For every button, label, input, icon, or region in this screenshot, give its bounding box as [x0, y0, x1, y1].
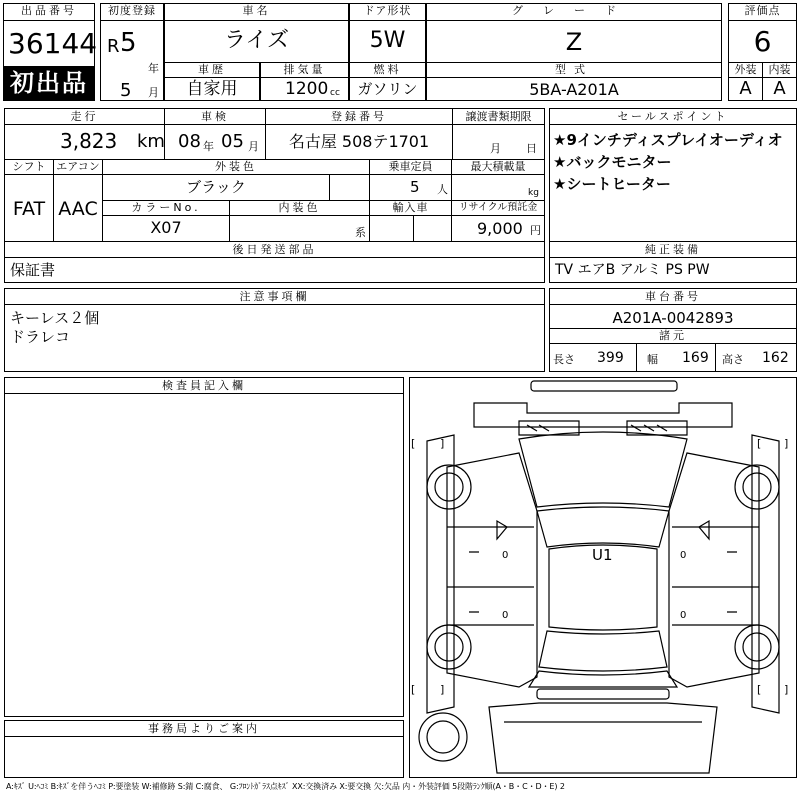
spec-height: 162 — [762, 350, 789, 366]
model: 5BA-A201A — [529, 80, 619, 99]
chassis-number: A201A-0042893 — [612, 309, 734, 327]
later-parts: 保証書 — [10, 261, 56, 279]
transfer-label: 譲渡書類期限 — [452, 108, 545, 125]
recycle: 9,000 — [477, 219, 523, 238]
office-label: 事務局よりご案内 — [4, 720, 404, 737]
door-label: ドア形状 — [349, 3, 426, 21]
month-unit: 月 — [148, 86, 159, 99]
first-reg-year: 5 — [120, 28, 137, 58]
reg-no: 名古屋 508テ1701 — [288, 132, 430, 151]
inspection-label: 車検 — [164, 108, 266, 125]
interior-grade: A — [773, 78, 786, 99]
ac: AAC — [58, 198, 98, 220]
sales-item: ★バックモニター — [553, 153, 672, 171]
door-mark: 0 — [502, 550, 509, 561]
insp-year-unit: 年 — [203, 140, 214, 153]
mileage: 3,823 — [60, 129, 118, 153]
import-cell — [369, 215, 414, 242]
reg-no-label: 登録番号 — [265, 108, 453, 125]
spec-width-label: 幅 — [647, 353, 658, 366]
grade: Z — [565, 28, 583, 56]
era: R — [107, 36, 120, 57]
bracket-close: ] — [440, 437, 445, 450]
shift-label: シフト — [4, 159, 54, 175]
color-no-label: カラーNo. — [102, 200, 230, 216]
spec-height-label: 高さ — [722, 353, 744, 366]
load-label: 最大積載量 — [451, 159, 545, 175]
history-label: 車歴 — [164, 62, 260, 78]
import-label: 輸入車 — [369, 200, 452, 216]
displacement-label: 排気量 — [260, 62, 349, 78]
later-parts-label: 後日発送部品 — [4, 241, 545, 258]
history: 自家用 — [186, 79, 238, 99]
displacement: 1200 — [285, 79, 329, 99]
chassis-label: 車台番号 — [549, 288, 797, 305]
fuel-label: 燃料 — [349, 62, 426, 78]
capacity-label: 乗車定員 — [369, 159, 452, 175]
car-name: ライズ — [223, 28, 290, 53]
recycle-unit: 円 — [530, 224, 541, 237]
mileage-unit: km — [137, 131, 165, 152]
door-mark: 0 — [680, 550, 687, 561]
exterior-label: 外装 — [728, 62, 763, 78]
sales-item: ★9インチディスプレイオーディオ — [553, 131, 783, 149]
capacity: 5 — [410, 178, 420, 196]
mileage-label: 走行 — [4, 108, 165, 125]
import-cell-2 — [413, 215, 452, 242]
shift: FAT — [12, 198, 46, 220]
first-listing-badge: 初出品 — [4, 66, 94, 100]
notes-label: 注意事項欄 — [4, 288, 545, 305]
year-unit: 年 — [148, 62, 159, 75]
door-type: 5W — [369, 28, 406, 53]
sales-label: セールスポイント — [549, 108, 797, 125]
specs-label: 諸元 — [549, 328, 797, 344]
damage-mark-u1: U1 — [592, 546, 613, 564]
fuel: ガソリン — [357, 80, 418, 98]
bracket-open: [ — [757, 683, 762, 696]
int-color-label: 内装色 — [229, 200, 370, 216]
int-color-unit: 系 — [355, 226, 366, 239]
note-line: キーレス２個 — [10, 309, 100, 327]
equipment: TV エアB アルミ PS PW — [555, 262, 710, 278]
interior-label: 内装 — [762, 62, 797, 78]
door-mark: 0 — [680, 610, 687, 621]
inspector-label: 検査員記入欄 — [4, 377, 404, 394]
lot-label: 出品番号 — [3, 3, 95, 21]
bracket-close: ] — [784, 683, 789, 696]
color-label: 外装色 — [102, 159, 370, 175]
capacity-unit: 人 — [437, 183, 448, 196]
transfer-day-unit: 日 — [526, 142, 537, 155]
lot-number: 36144 — [8, 27, 98, 60]
int-color-cell — [229, 215, 370, 242]
score-label: 評価点 — [728, 3, 797, 21]
load-unit: kg — [528, 188, 539, 198]
insp-month: 05 — [221, 131, 244, 152]
door-mark: 0 — [502, 610, 509, 621]
sales-item: ★シートヒーター — [553, 175, 671, 193]
displacement-unit: cc — [330, 88, 340, 98]
spec-length-label: 長さ — [553, 353, 575, 366]
car-name-label: 車名 — [164, 3, 349, 21]
bracket-open: [ — [411, 683, 416, 696]
color-no: X07 — [150, 218, 182, 237]
car-diagram — [409, 377, 797, 778]
spec-length: 399 — [597, 350, 624, 366]
bracket-close: ] — [784, 437, 789, 450]
bracket-open: [ — [757, 437, 762, 450]
exterior-grade: A — [739, 78, 752, 99]
bracket-close: ] — [440, 683, 445, 696]
color-extra-cell — [329, 174, 370, 201]
model-label: 型式 — [426, 62, 722, 78]
legend: A:ｷｽﾞ U:ﾍｺﾐ B:ｷｽﾞを伴うﾍｺﾐ P:要塗装 W:補修跡 S:錆 C:腐食、 G:ﾌﾛﾝﾄｶﾞﾗｽ点ｷｽﾞ XX:交換済み X:要交換 欠:欠品 内・外装評価 5段階ﾗﾝｸ順(A・B・C・D・E) 2 — [6, 782, 565, 791]
equipment-label: 純正装備 — [549, 241, 797, 258]
inspector-box — [4, 377, 404, 717]
bracket-open: [ — [411, 437, 416, 450]
spec-width: 169 — [682, 350, 709, 366]
first-reg-label: 初度登録 — [100, 3, 164, 21]
first-reg-month: 5 — [120, 80, 132, 101]
insp-month-unit: 月 — [248, 140, 259, 153]
recycle-label: リサイクル預託金 — [451, 200, 545, 216]
transfer-month-unit: 月 — [490, 142, 501, 155]
color: ブラック — [186, 178, 246, 196]
insp-year: 08 — [178, 131, 201, 152]
note-line: ドラレコ — [10, 328, 71, 346]
ac-label: エアコン — [53, 159, 103, 175]
grade-label: グレード — [426, 3, 722, 21]
score: 6 — [753, 25, 772, 58]
